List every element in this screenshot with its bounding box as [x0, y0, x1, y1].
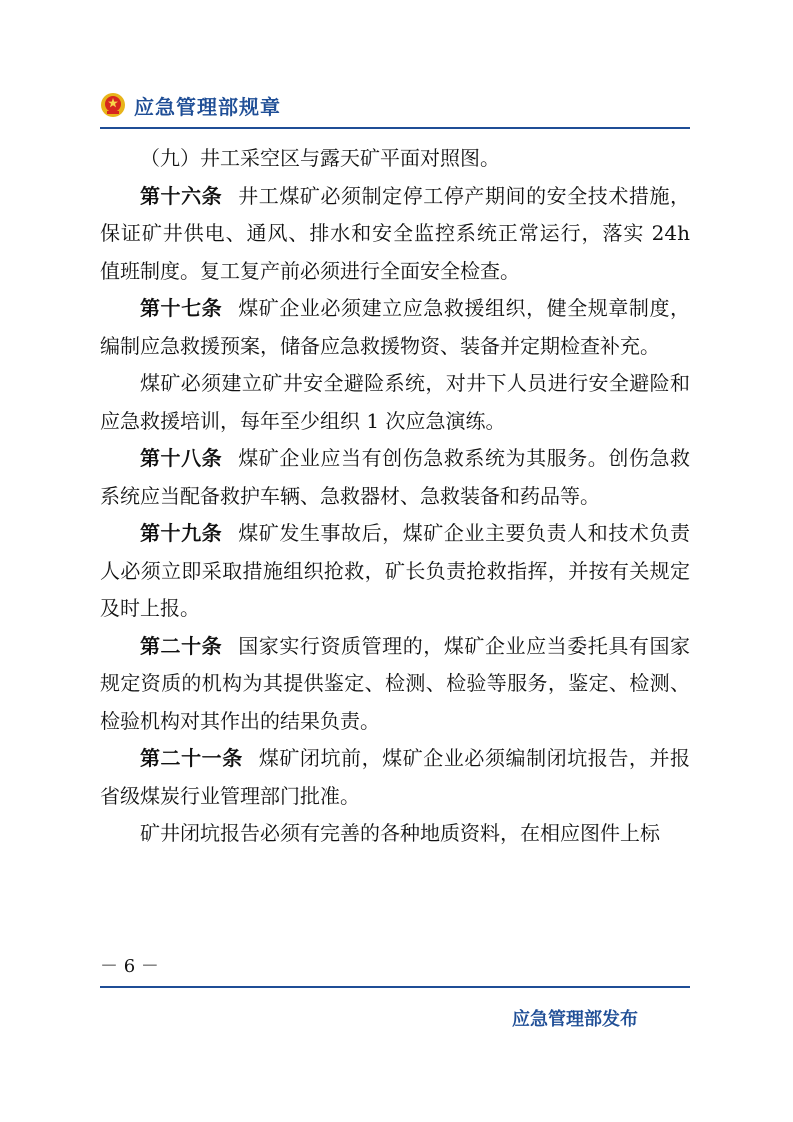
national-emblem-icon [100, 92, 126, 118]
paragraph-text: 煤矿必须建立矿井安全避险系统，对井下人员进行安全避险和应急救援培训，每年至少组织 1 次应急演练。 [100, 371, 690, 433]
paragraph [100, 290, 690, 365]
article-number: 第十六条 [140, 183, 223, 208]
paragraph [100, 740, 690, 815]
page-number: － 6 － [100, 956, 159, 977]
article-number: 第十八条 [140, 446, 223, 470]
article-number: 第十九条 [140, 521, 223, 545]
paragraph-text: 井工煤矿必须制定停工停产期间的安全技术措施，保证矿井供电、通风、排水和安全监控系统正常运行，落实 24h 值班制度。复工复产前必须进行全面安全检查。 [100, 183, 691, 283]
article-number: 第二十一条 [140, 746, 243, 770]
paragraph [100, 140, 690, 178]
paragraph [100, 815, 690, 853]
page-header [100, 85, 281, 125]
paragraph-text: 煤矿企业必须建立应急救援组织，健全规章制度，编制应急救援预案，储备应急救援物资、装备并定期检查补充。 [100, 296, 691, 358]
paragraph-text: 煤矿企业应当有创伤急救系统为其服务。创伤急救系统应当配备救护车辆、急救器材、急救装备和药品等。 [100, 446, 691, 508]
paragraph [100, 515, 690, 628]
paragraph [100, 440, 690, 515]
paragraph-text: 矿井闭坑报告必须有完善的各种地质资料，在相应图件上标 [140, 821, 660, 845]
paragraph-text: 国家实行资质管理的，煤矿企业应当委托具有国家规定资质的机构为其提供鉴定、检测、检验等服务，鉴定、检测、检验机构对其作出的结果负责。 [100, 633, 691, 733]
article-number: 第二十条 [140, 633, 223, 658]
paragraph [100, 628, 690, 741]
document-body [100, 140, 690, 853]
paragraph [100, 365, 690, 440]
footer-publisher: 应急管理部发布 [512, 1009, 638, 1030]
paragraph [100, 178, 690, 291]
header-title: 应急管理部规章 [134, 94, 281, 119]
paragraph-text: 煤矿闭坑前，煤矿企业必须编制闭坑报告，并报省级煤炭行业管理部门批准。 [100, 746, 691, 808]
article-number: 第十七条 [140, 296, 223, 320]
paragraph-text: （九）井工采空区与露天矿平面对照图。 [140, 146, 500, 170]
footer-divider [100, 986, 690, 988]
header-divider [100, 127, 690, 129]
paragraph-text: 煤矿发生事故后，煤矿企业主要负责人和技术负责人必须立即采取措施组织抢救，矿长负责抢救指挥，并按有关规定及时上报。 [100, 521, 691, 620]
